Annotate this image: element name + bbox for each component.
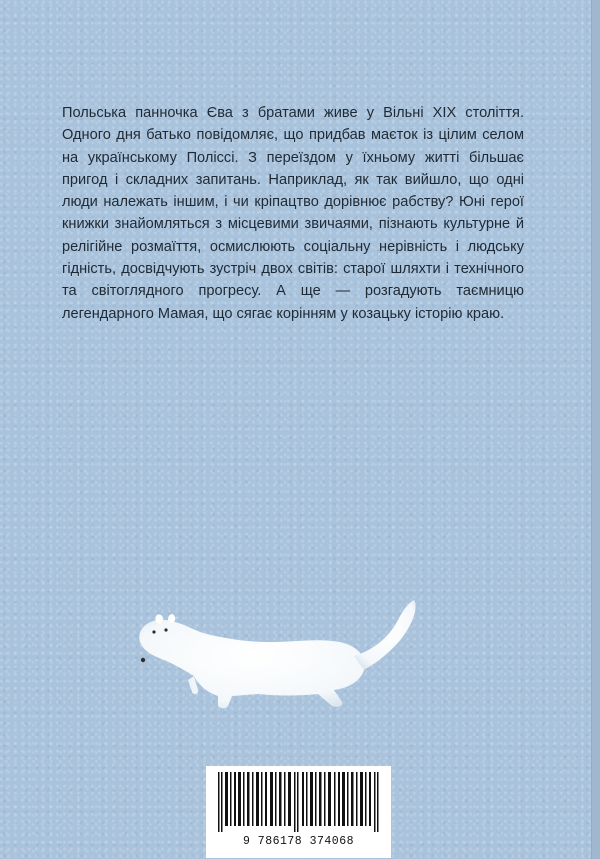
ermine-eye — [152, 630, 155, 633]
ermine-nose — [141, 658, 145, 662]
ermine-body — [139, 620, 365, 709]
white-ermine-illustration — [128, 598, 418, 710]
blurb-paragraph: Польська панночка Єва з братами живе у Вільні XIX століття. Одного дня батько повідомляє, що придбав маєток із цілим селом на українському Поліссі. З переїздом у їхньому житті більшає пригод і складних запитань. Наприклад, як так вийшло, що одні люди належать іншим, і чи кріпацтво дорівнює рабству? Юні герої книжки знайомляться з місцевими звичаями, пізнають культурне й релігійне розмаїття, осмислюють соціальну нерівність і людську гідність, досвідчують зустріч двох світів: старої шляхти і технічного та світоглядного прогресу. А ще — розгадують таємницю легендарного Мамая, що сягає корінням у козацьку історію краю. — [62, 105, 524, 322]
barcode-icon — [216, 772, 381, 832]
ermine-eye — [164, 628, 167, 631]
isbn-barcode-box — [206, 766, 391, 858]
isbn-number: 9 786178 374068 — [242, 835, 355, 848]
book-blurb — [62, 102, 524, 325]
ermine-tail — [354, 600, 416, 670]
cover-edge — [591, 0, 600, 859]
